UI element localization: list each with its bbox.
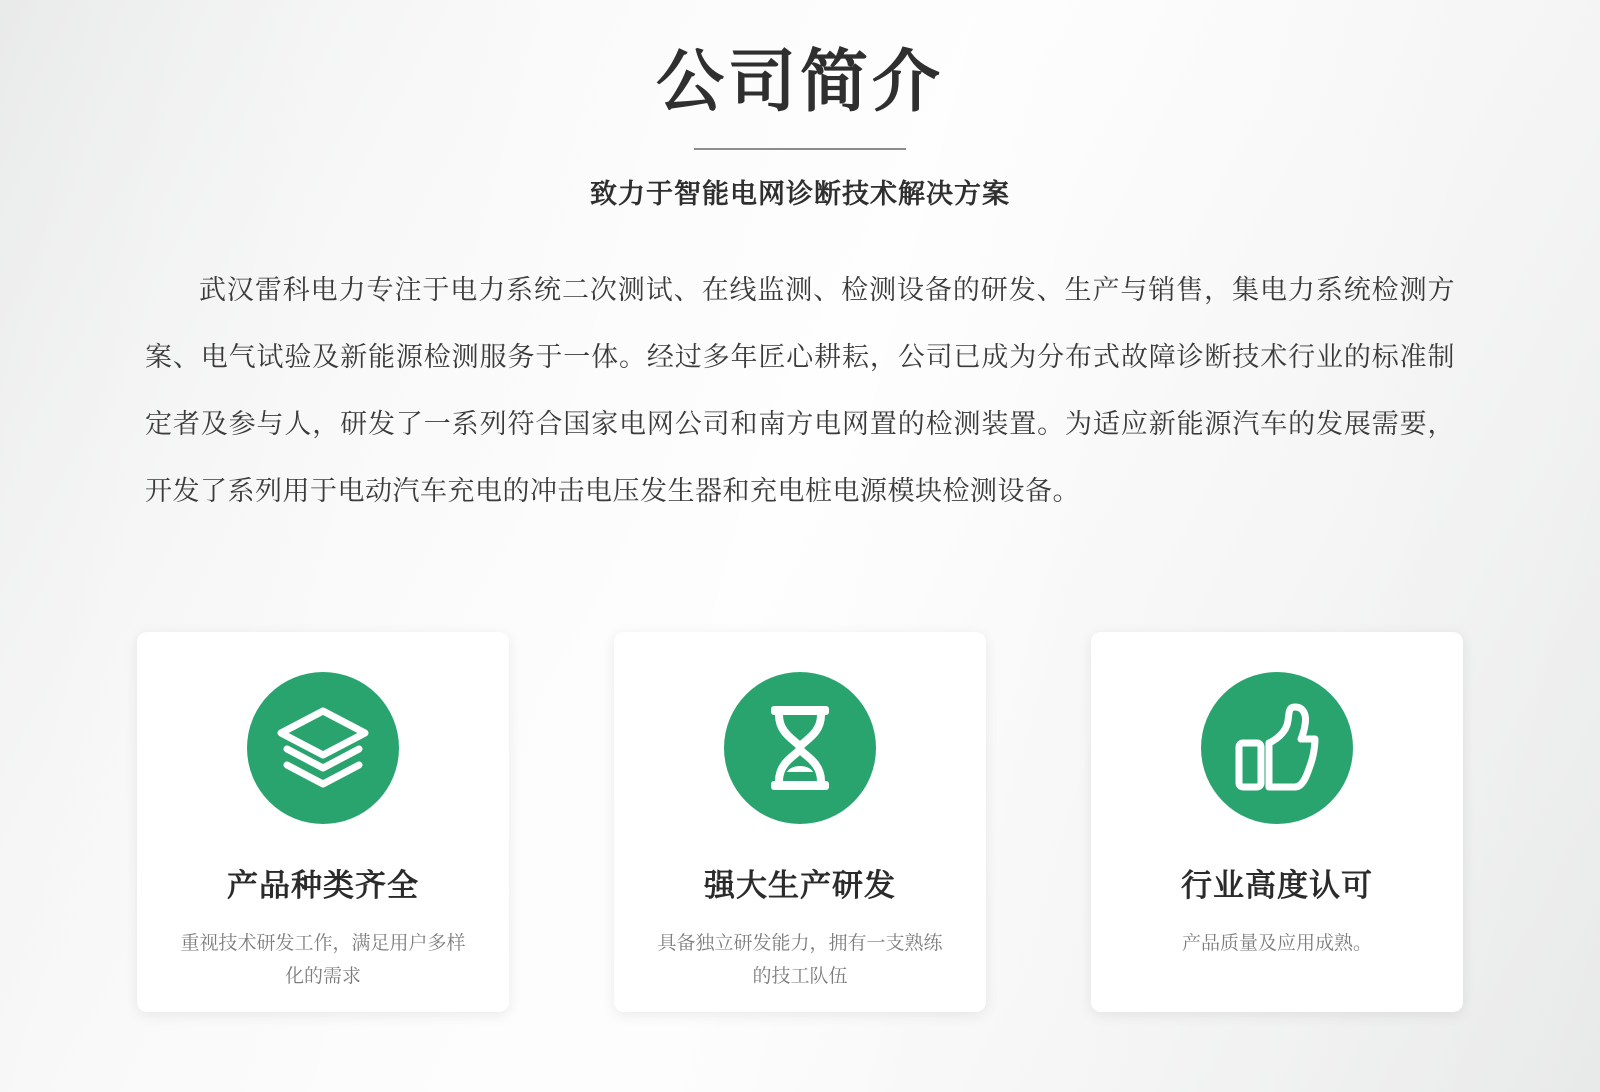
feature-card — [614, 632, 986, 1012]
thumbs-up-icon — [1201, 672, 1353, 824]
card-title: 产品种类齐全 — [227, 868, 419, 903]
card-description: 产品质量及应用成熟。 — [1181, 933, 1372, 954]
page-header — [0, 0, 1600, 211]
card-title: 行业高度认可 — [1181, 868, 1373, 903]
layers-icon — [247, 672, 399, 824]
intro-paragraph: 武汉雷科电力专注于电力系统二次测试、在线监测、检测设备的研发、生产与销售，集电力系统检测方案、电气试验及新能源检测服务于一体。经过多年匠心耕耘，公司已成为分布式故障诊断技术行业的标准制定者及参与人，研发了一系列符合国家电网公司和南方电网置的检测装置。为适应新能源汽车的发展需要，开发了系列用于电动汽车充电的冲击电压发生器和充电桩电源模块检测设备。 — [145, 275, 1455, 507]
card-description: 重视技术研发工作，满足用户多样化的需求 — [180, 933, 466, 987]
title-divider — [694, 148, 906, 150]
card-description: 具备独立研发能力，拥有一支熟练的技工队伍 — [657, 933, 943, 987]
feature-card — [1091, 632, 1463, 1012]
page-title: 公司简介 — [655, 43, 944, 122]
page-subtitle: 致力于智能电网诊断技术解决方案 — [590, 179, 1010, 210]
hourglass-icon — [724, 672, 876, 824]
feature-cards — [0, 632, 1600, 1012]
card-title: 强大生产研发 — [704, 868, 896, 903]
feature-card — [137, 632, 509, 1012]
